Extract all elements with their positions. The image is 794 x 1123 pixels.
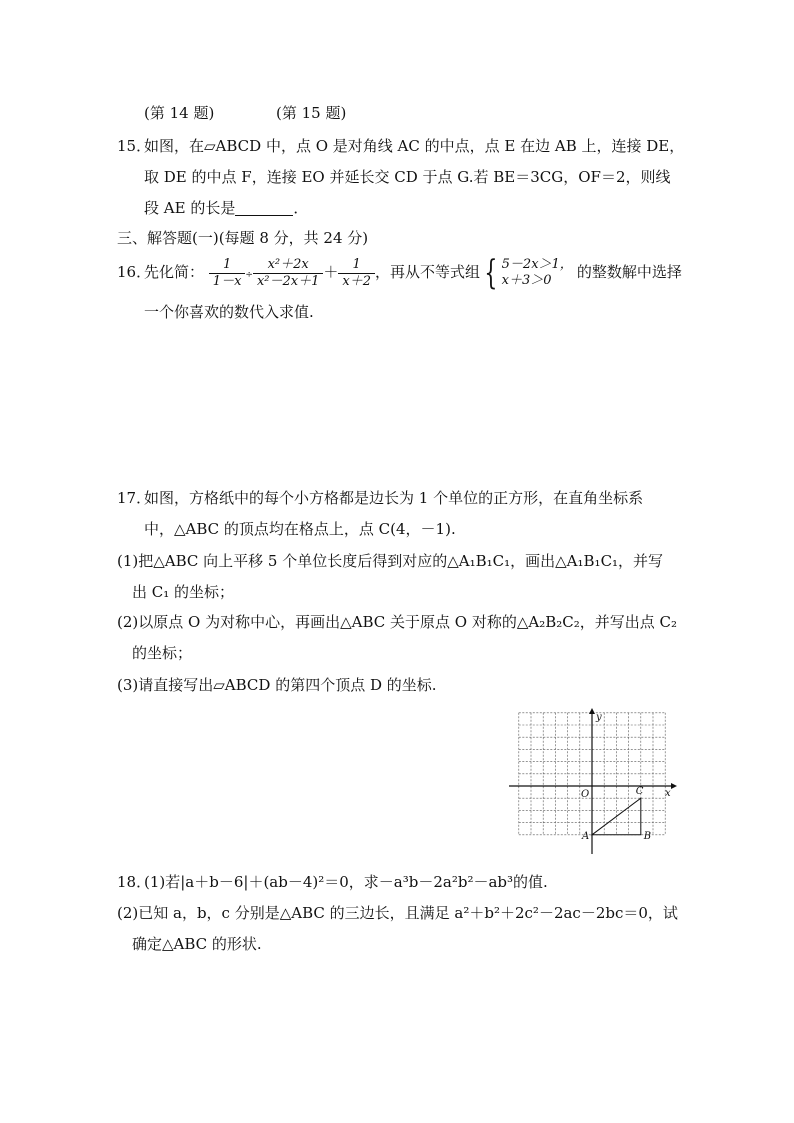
- x-axis-arrow: [671, 783, 677, 789]
- question-17-line-2: 中，△ABC 的顶点均在格点上，点 C(4，－1).: [144, 520, 456, 538]
- point-b-label: B: [643, 830, 652, 842]
- fraction-2: [253, 257, 323, 290]
- fraction-3-denominator: x＋2: [342, 273, 371, 289]
- operator-divide: ÷: [245, 270, 253, 280]
- origin-label: O: [581, 789, 590, 800]
- fraction-3-numerator: 1: [338, 257, 375, 274]
- question-16-number: 16．: [117, 263, 152, 281]
- answer-blank: [235, 201, 293, 216]
- question-15-line-1: 如图，在▱ABCD 中，点 O 是对角线 AC 的中点，点 E 在边 AB 上，连接 DE，: [144, 137, 685, 155]
- question-17-part-2-line-2: 的坐标；: [132, 644, 193, 662]
- question-16-lead: 先化简：: [144, 263, 205, 281]
- question-18-part-1: (1)若|a＋b－6|＋(ab－4)²＝0，求－a³b－2a²b²－ab³的值.: [144, 873, 548, 891]
- inequality-system: [502, 257, 573, 289]
- question-15-line-3-text: 段 AE 的长是: [144, 199, 236, 217]
- question-16-formula: [144, 252, 682, 295]
- y-axis-label: y: [596, 712, 602, 723]
- question-15-number: 15．: [117, 137, 152, 155]
- axes: [509, 708, 677, 854]
- question-15-line-2: 取 DE 的中点 F，连接 EO 并延长交 CD 于点 G.若 BE＝3CG，OF＝2，则线: [144, 168, 671, 186]
- question-16-mid: ，再从不等式组: [375, 263, 481, 281]
- system-brace: {: [484, 253, 498, 293]
- question-15-line-3-end: ．: [293, 199, 309, 217]
- caption-figure-15: (第 15 题): [276, 104, 347, 122]
- question-17-part-2-line-1: (2)以原点 O 为对称中心，再画出△ABC 关于原点 O 对称的△A₂B₂C₂，并写出点 C₂: [117, 613, 677, 631]
- caption-figure-14: (第 14 题): [144, 104, 215, 122]
- coordinate-grid-figure: [505, 708, 677, 858]
- question-17-number: 17．: [117, 489, 152, 507]
- question-17-part-3: (3)请直接写出▱ABCD 的第四个顶点 D 的坐标.: [117, 676, 437, 694]
- question-16-tail: 的整数解中选择: [576, 263, 682, 281]
- fraction-2-denominator: x²－2x＋1: [256, 273, 320, 289]
- question-17-part-1-line-1: (1)把△ABC 向上平移 5 个单位长度后得到对应的△A₁B₁C₁，画出△A₁B₁C₁，并写: [117, 552, 664, 570]
- y-axis-arrow: [589, 708, 595, 714]
- question-18-number: 18．: [117, 873, 152, 891]
- operator-plus: ＋: [323, 263, 339, 281]
- x-axis-label: x: [665, 788, 671, 799]
- fraction-3: [338, 257, 375, 290]
- question-17-line-1: 如图，方格纸中的每个小方格都是边长为 1 个单位的正方形，在直角坐标系: [144, 489, 644, 507]
- inequality-1: 5－2x＞1，: [501, 257, 573, 272]
- question-17-part-1-line-2: 出 C₁ 的坐标；: [132, 583, 235, 601]
- question-15-line-3: [144, 198, 308, 218]
- inequality-2: x＋3＞0: [501, 273, 552, 288]
- fraction-2-numerator: x²＋2x: [253, 257, 323, 274]
- fraction-1-denominator: 1－x: [212, 273, 242, 289]
- section-3-heading: 三、解答题(一)(每题 8 分，共 24 分): [117, 229, 369, 247]
- point-a-label: A: [582, 830, 590, 842]
- fraction-1-numerator: 1: [209, 257, 246, 274]
- point-c-label: C: [635, 786, 644, 798]
- fraction-1: [209, 257, 246, 290]
- question-18-part-2-line-1: (2)已知 a，b，c 分别是△ABC 的三边长，且满足 a²＋b²＋2c²－2ac－2bc＝0，试: [117, 904, 678, 922]
- question-16-line-2: 一个你喜欢的数代入求值.: [144, 303, 314, 321]
- question-18-part-2-line-2: 确定△ABC 的形状.: [132, 935, 262, 953]
